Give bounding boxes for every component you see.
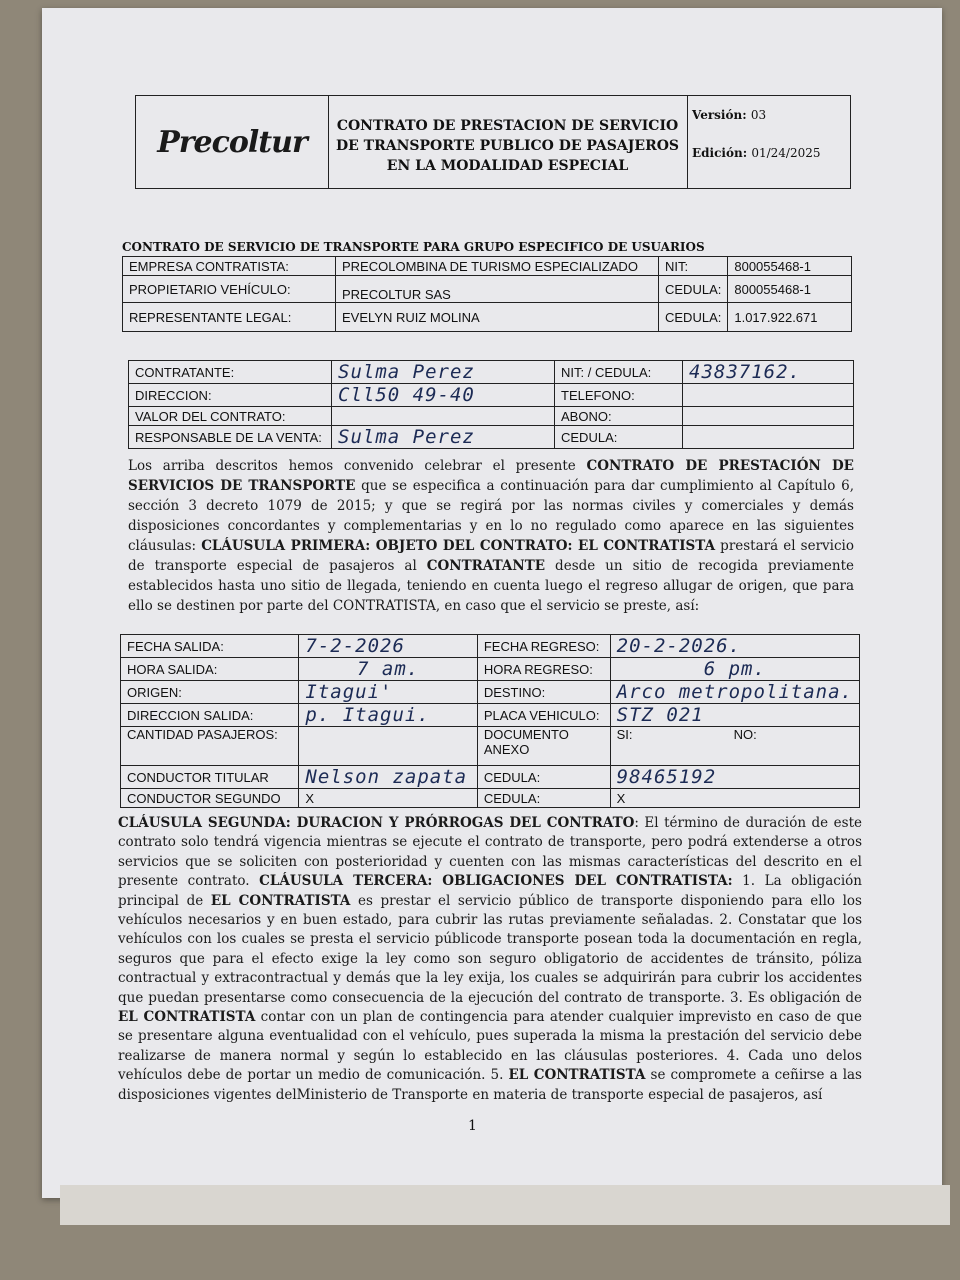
- company-logo: Precoltur: [136, 96, 329, 188]
- trip-table: [120, 634, 860, 808]
- conductor2-cedula-label: CEDULA:: [477, 789, 610, 808]
- placa-value: STZ 021: [610, 704, 859, 727]
- page-number: 1: [468, 1118, 477, 1134]
- si-label: SI:: [610, 727, 728, 766]
- conductor-segundo-label: CONDUCTOR SEGUNDO: [121, 789, 299, 808]
- document-title: CONTRATO DE PRESTACION DE SERVICIO DE TRANSPORTE PUBLICO DE PASAJEROS EN LA MODALIDAD ESPECIAL: [328, 96, 688, 188]
- fecha-salida-label: FECHA SALIDA:: [121, 635, 299, 658]
- responsable-cedula-label: CEDULA:: [555, 426, 683, 449]
- valor-value: [332, 407, 555, 426]
- responsable-label: RESPONSABLE DE LA VENTA:: [129, 426, 332, 449]
- empresa-value: PRECOLOMBINA DE TURISMO ESPECIALIZADO: [336, 257, 659, 276]
- propietario-label: PROPIETARIO VEHÍCULO:: [123, 276, 336, 303]
- nit-label: NIT:: [659, 257, 728, 276]
- page-stack-edge: [60, 1185, 950, 1225]
- direccion-salida-label: DIRECCION SALIDA:: [121, 704, 299, 727]
- representante-value: EVELYN RUIZ MOLINA: [336, 303, 659, 332]
- cedula2-value: 1.017.922.671: [728, 303, 852, 332]
- representante-label: REPRESENTANTE LEGAL:: [123, 303, 336, 332]
- conductor-titular-value: Nelson zapata: [299, 766, 477, 789]
- origen-label: ORIGEN:: [121, 681, 299, 704]
- nit-value: 800055468-1: [728, 257, 852, 276]
- conductor2-cedula-value: X: [610, 789, 859, 808]
- propietario-value: PRECOLTUR SAS: [336, 276, 659, 303]
- responsable-cedula-value: [683, 426, 854, 449]
- destino-label: DESTINO:: [477, 681, 610, 704]
- edition: Edición: 01/24/2025: [692, 146, 821, 160]
- documento-anexo-label: DOCUMENTO ANEXO: [477, 727, 610, 766]
- conductor-cedula-value: 98465192: [610, 766, 859, 789]
- direccion-value: Cll50 49-40: [332, 384, 555, 407]
- no-label: NO:: [728, 727, 860, 766]
- responsable-value: Sulma Perez: [332, 426, 555, 449]
- fecha-salida-value: 7-2-2026: [299, 635, 477, 658]
- conductor-cedula-label: CEDULA:: [477, 766, 610, 789]
- contratante-label: CONTRATANTE:: [129, 361, 332, 384]
- abono-label: ABONO:: [555, 407, 683, 426]
- direccion-salida-value: p. Itagui.: [299, 704, 477, 727]
- placa-label: PLACA VEHICULO:: [477, 704, 610, 727]
- cantidad-label: CANTIDAD PASAJEROS:: [121, 727, 299, 766]
- hora-salida-value: 7 am.: [299, 658, 477, 681]
- fecha-regreso-label: FECHA REGRESO:: [477, 635, 610, 658]
- intro-paragraph: Los arriba descritos hemos convenido celebrar el presente CONTRATO DE PRESTACIÓN DE SERVICIOS DE TRANSPORTE que se especifica a continuación para dar cumplimiento al Capítulo 6, sección 3 decreto 1079 de 2015; y que se regirá por las normas civiles y comerciales y demás disposiciones concordantes y complementarias y en lo no regulado como aparece en las siguientes cláusulas: CLÁUSULA PRIMERA: OBJETO DEL CONTRATO: EL CONTRATISTA prestará el servicio de transporte especial de pasajeros al CONTRATANTE desde un sitio de recogida previamente establecidos hasta uno sitio de llegada, teniendo en cuenta luego el regreso allugar de origen, que para ello se destinen por parte del CONTRATISTA, en caso que el servicio se preste, así:: [128, 458, 854, 614]
- cedula-value: 800055468-1: [728, 276, 852, 303]
- company-table: [122, 256, 852, 332]
- origen-value: Itagui': [299, 681, 477, 704]
- cantidad-value: [299, 727, 477, 766]
- section-title: CONTRATO DE SERVICIO DE TRANSPORTE PARA GRUPO ESPECIFICO DE USUARIOS: [122, 240, 705, 254]
- destino-value: Arco metropolitana.: [610, 681, 859, 704]
- version: Versión: 03: [692, 108, 767, 122]
- conductor-titular-label: CONDUCTOR TITULAR: [121, 766, 299, 789]
- hora-regreso-label: HORA REGRESO:: [477, 658, 610, 681]
- fecha-regreso-value: 20-2-2026.: [610, 635, 859, 658]
- client-table: [128, 360, 854, 449]
- empresa-label: EMPRESA CONTRATISTA:: [123, 257, 336, 276]
- clauses-paragraph: CLÁUSULA SEGUNDA: DURACION Y PRÓRROGAS DEL CONTRATO: El término de duración de este contrato solo tendrá vigencia mientras se ejecute el contrato de transporte, pero podrá extenderse a otros servicios que se soliciten con posterioridad y cuenten con las mismas características del descrito en el presente contrato. CLÁUSULA TERCERA: OBLIGACIONES DEL CONTRATISTA: 1. La obligación principal de EL CONTRATISTA es prestar el servicio público de transporte disponiendo para ello los vehículos necesarios y en buen estado, para cubrir las rutas previamente señaladas. 2. Constatar que los vehículos con los cuales se presta el servicio públicode transporte posean toda la documentación en regla, seguros que para el efecto exige la ley como son seguro obligatorio de accidentes de tránsito, póliza contractual y extracontractual y demás que la ley exija, los cuales se adquirirán para cubrir los accidentes que puedan presentarse como consecuencia de la ejecución del contrato de transporte. 3. Es obligación de EL CONTRATISTA contar con un plan de contingencia para atender cualquier imprevisto en caso de que se presentare alguna eventualidad con el vehículo, pues superada la misma la prestación del servicio debe realizarse de manera normal y según lo establecido en las cláusulas posteriores. 4. Cada uno delos vehículos debe de portar un medio de comunicación. 5. EL CONTRATISTA se compromete a ceñirse a las disposiciones vigentes delMinisterio de Transporte en materia de transporte especial de pasajeros, así: [118, 815, 862, 1103]
- document-header: [135, 95, 851, 189]
- telefono-value: [683, 384, 854, 407]
- hora-salida-label: HORA SALIDA:: [121, 658, 299, 681]
- abono-value: [683, 407, 854, 426]
- telefono-label: TELEFONO:: [555, 384, 683, 407]
- nit-cedula-label: NIT: / CEDULA:: [555, 361, 683, 384]
- nit-cedula-value: 43837162.: [683, 361, 854, 384]
- direccion-label: DIRECCION:: [129, 384, 332, 407]
- conductor-segundo-value: X: [299, 789, 477, 808]
- hora-regreso-value: 6 pm.: [610, 658, 859, 681]
- cedula2-label: CEDULA:: [659, 303, 728, 332]
- cedula-label: CEDULA:: [659, 276, 728, 303]
- contratante-value: Sulma Perez: [332, 361, 555, 384]
- valor-label: VALOR DEL CONTRATO:: [129, 407, 332, 426]
